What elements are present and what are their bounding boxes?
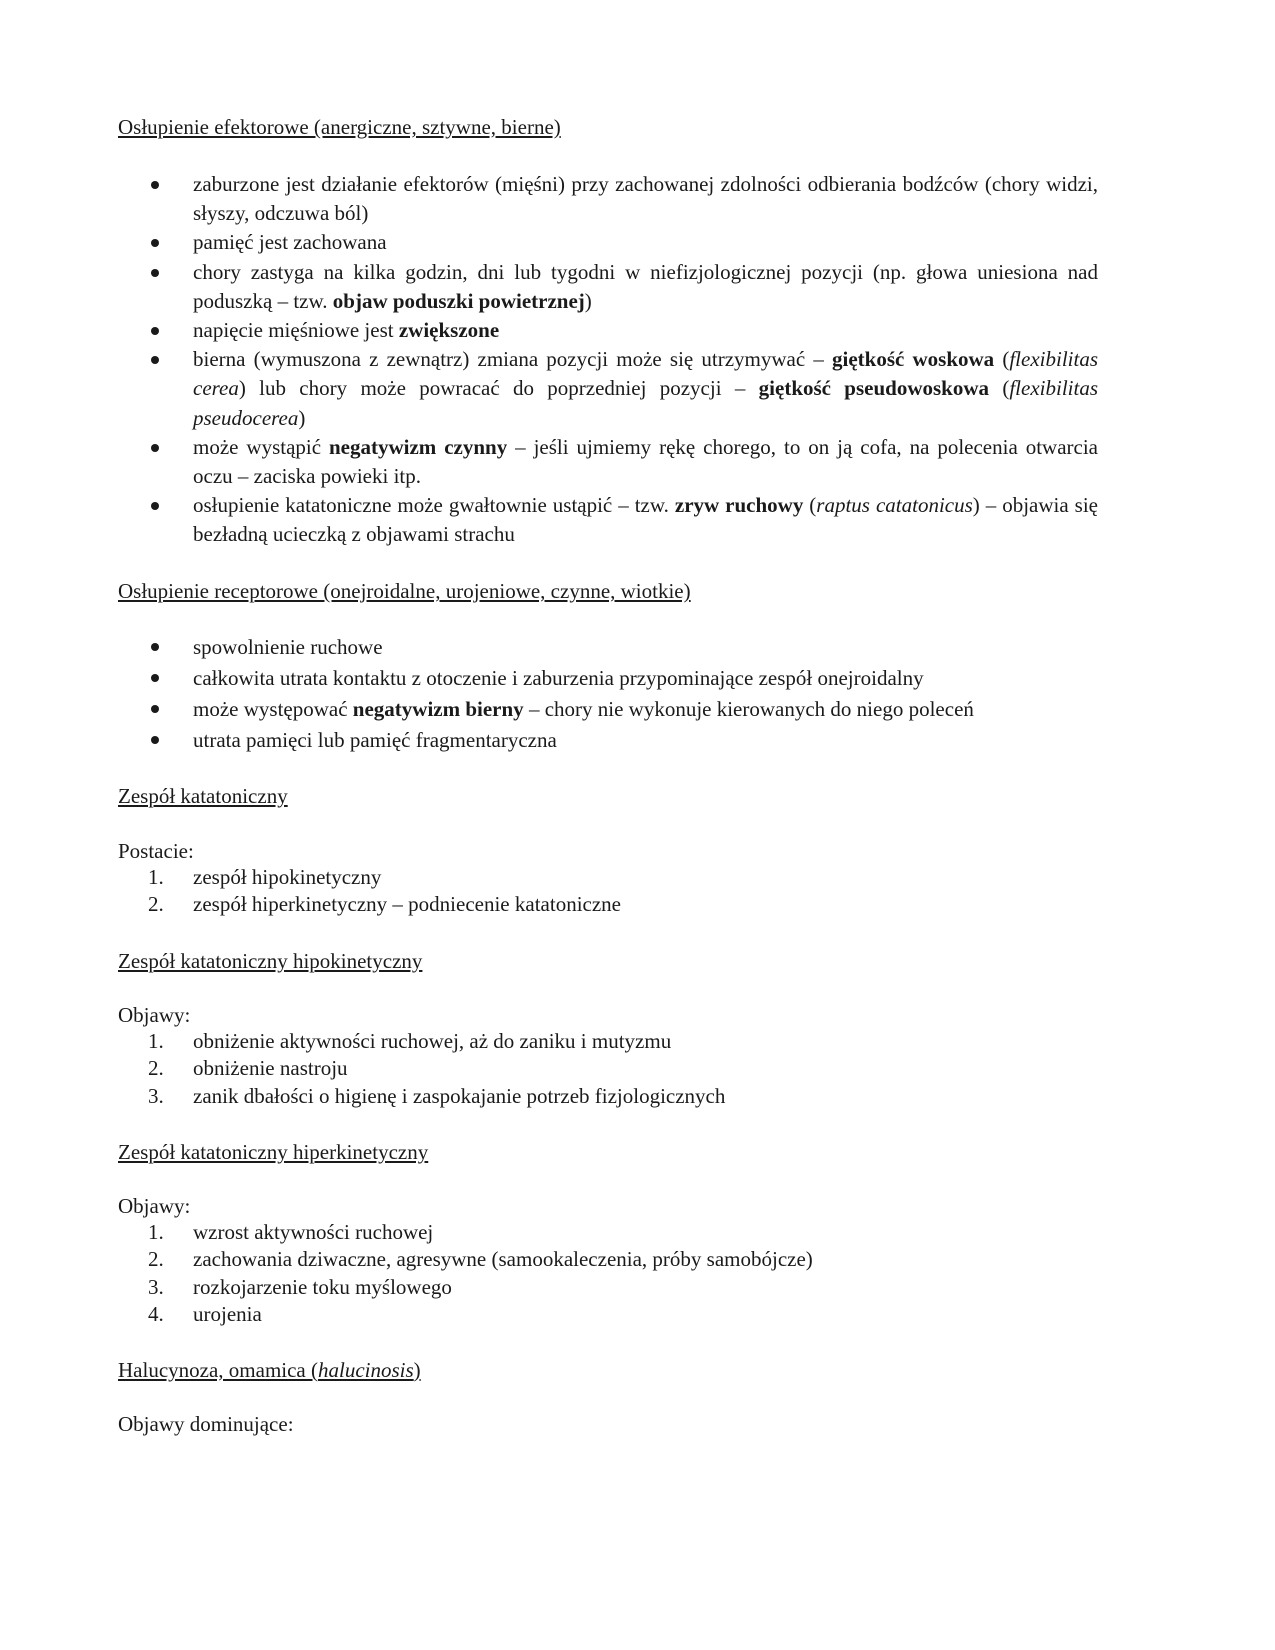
bold-term: objaw poduszki powietrznej	[332, 288, 585, 313]
text-segment: ) lub chory może powracać do poprzedniej pozycji –	[238, 376, 759, 401]
item-number: 2.	[148, 1247, 164, 1272]
text-segment: – jeśli ujmiemy rękę chorego, to on ją cofa, na polecenia otwarcia oczu – zaciska powieki itp.	[193, 434, 1098, 489]
text-segment: )	[584, 288, 592, 313]
list-label: Objawy dominujące:	[118, 1412, 294, 1436]
bullet-list	[118, 170, 1098, 550]
item-number: 2.	[148, 1056, 164, 1081]
bold-term: giętkość woskowa	[832, 347, 995, 372]
list-item	[118, 345, 1098, 433]
list-item	[118, 1083, 1098, 1110]
list-label: Postacie:	[118, 839, 194, 863]
text-segment: (	[994, 347, 1010, 372]
item-number: 1.	[148, 1220, 164, 1244]
latin-term: flexibilitas cerea	[193, 347, 1098, 401]
item-text: zespół hiperkinetyczny – podniecenie katatoniczne	[193, 892, 621, 917]
list-item	[118, 316, 1098, 345]
list-item	[118, 632, 1098, 663]
latin-term: raptus catatonicus	[816, 493, 973, 518]
bold-term: zwiększone	[398, 318, 500, 343]
list-item	[118, 491, 1098, 549]
section-heading: Zespół katatoniczny	[118, 784, 288, 808]
section-heading	[118, 1356, 1098, 1384]
item-text: urojenia	[193, 1301, 262, 1326]
text-segment: całkowita utrata kontaktu z otoczenie i zaburzenia przypominające zespół onejroidalny	[193, 666, 924, 690]
item-text: zachowania dziwaczne, agresywne (samookaleczenia, próby samobójcze)	[193, 1247, 813, 1272]
list-item	[118, 1219, 1098, 1246]
item-number: 2.	[148, 892, 164, 917]
numbered-list	[118, 864, 1098, 919]
item-text: obniżenie nastroju	[193, 1056, 348, 1081]
text-segment: (	[989, 376, 1010, 401]
list-label: Objawy:	[118, 1003, 191, 1027]
item-text: zanik dbałości o higienę i zaspokajanie potrzeb fizjologicznych	[193, 1083, 726, 1108]
list-item	[118, 228, 1098, 257]
list-item	[118, 864, 1098, 891]
numbered-list	[118, 1028, 1098, 1110]
text-segment: zaburzone jest działanie efektorów (mięśni) przy zachowanej zdolności odbierania bodźców (chory widzi, słyszy, odczuwa ból)	[193, 172, 1098, 226]
bold-term: zryw ruchowy	[674, 493, 804, 518]
item-number: 1.	[148, 1029, 164, 1053]
text-segment: )	[298, 405, 306, 430]
item-text: wzrost aktywności ruchowej	[193, 1220, 434, 1244]
item-number: 3.	[148, 1274, 164, 1299]
text-segment: – chory nie wykonuje kierowanych do niego poleceń	[523, 697, 974, 721]
list-item	[118, 1301, 1098, 1328]
bold-term: giętkość pseudowoskowa	[758, 376, 990, 401]
item-text: rozkojarzenie toku myślowego	[193, 1274, 452, 1299]
list-item	[118, 258, 1098, 316]
item-number: 1.	[148, 865, 164, 889]
list-label: Objawy:	[118, 1194, 191, 1218]
section-heading: Zespół katatoniczny hipokinetyczny	[118, 949, 423, 973]
text-segment: utrata pamięci lub pamięć fragmentaryczna	[193, 728, 557, 752]
list-item	[118, 725, 1098, 756]
text-segment: (	[803, 493, 817, 518]
text-segment: napięcie mięśniowe jest	[193, 318, 399, 343]
text-segment: bierna (wymuszona z zewnątrz) zmiana pozycji może się utrzymywać –	[193, 347, 833, 372]
item-number: 3.	[148, 1083, 164, 1108]
text-segment: chory zastyga na kilka godzin, dni lub tygodni w niefizjologicznej pozycji (np. głowa uniesiona nad poduszką – tzw.	[193, 259, 1098, 313]
numbered-list	[118, 1219, 1098, 1328]
text-segment: osłupienie katatoniczne może gwałtownie ustąpić – tzw.	[193, 493, 675, 518]
section-heading: Osłupienie receptorowe (onejroidalne, urojeniowe, czynne, wiotkie)	[118, 579, 691, 603]
text-segment: Halucynoza, omamica (	[118, 1358, 318, 1382]
bold-term: negatywizm czynny	[328, 434, 508, 459]
latin-term: halucinosis	[318, 1358, 414, 1382]
bold-term: negatywizm bierny	[352, 697, 524, 721]
text-segment: może wystąpić	[193, 434, 329, 459]
list-item	[118, 170, 1098, 228]
list-item	[118, 663, 1098, 694]
latin-term: flexibilitas pseudocerea	[193, 376, 1098, 430]
text-segment: pamięć jest zachowana	[193, 230, 387, 255]
list-item	[118, 1246, 1098, 1273]
bullet-list	[118, 632, 1098, 756]
section-heading: Osłupienie efektorowe (anergiczne, sztywne, bierne)	[118, 115, 561, 139]
text-segment: spowolnienie ruchowe	[193, 635, 383, 659]
list-item	[118, 891, 1098, 918]
list-item	[118, 433, 1098, 491]
list-item	[118, 1028, 1098, 1055]
item-text: obniżenie aktywności ruchowej, aż do zaniku i mutyzmu	[193, 1029, 672, 1053]
section-heading: Zespół katatoniczny hiperkinetyczny	[118, 1140, 429, 1164]
list-item	[118, 1274, 1098, 1301]
text-segment: ) – objawia się bezładną ucieczką z objawami strachu	[193, 493, 1098, 547]
text-segment: może występować	[193, 697, 353, 721]
list-item	[118, 694, 1098, 725]
item-text: zespół hipokinetyczny	[193, 865, 382, 889]
list-item	[118, 1055, 1098, 1082]
text-segment: )	[413, 1358, 421, 1382]
item-number: 4.	[148, 1301, 164, 1326]
